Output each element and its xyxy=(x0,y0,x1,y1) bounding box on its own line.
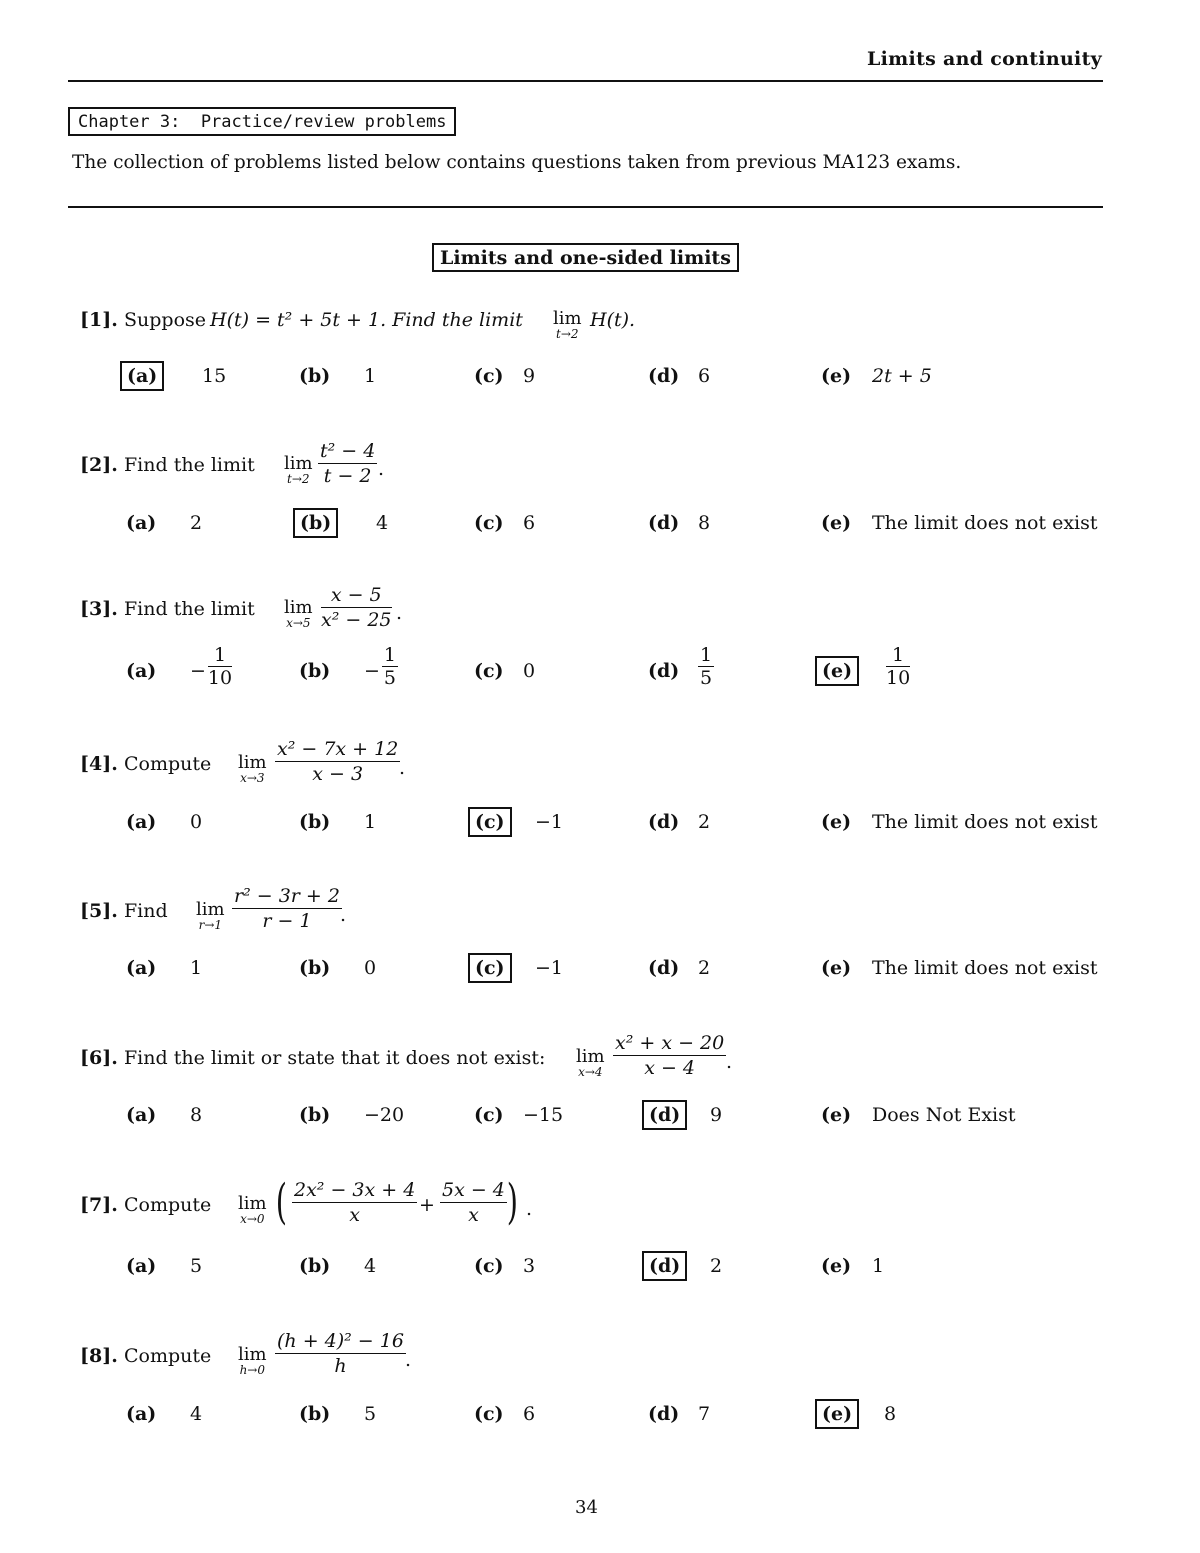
header-rule xyxy=(68,80,1103,82)
option-letter: (a) xyxy=(126,660,157,682)
option-value: 1 xyxy=(190,957,203,979)
limit-fraction: $\frac{x - 5}{\text{x² − 25}}$ xyxy=(321,584,392,631)
option-value: 9 xyxy=(710,1104,723,1126)
option-letter-correct: (d) xyxy=(642,1251,687,1281)
option-value: − $\frac{1}{10}$ xyxy=(190,644,233,689)
left-paren: ( xyxy=(275,1174,287,1230)
option-letter: (e) xyxy=(821,365,852,387)
option-value: 2 xyxy=(698,811,711,833)
option-value: 6 xyxy=(698,365,711,387)
limit-fraction: $\frac{\text{2x² − 3x + 4}}{x}$ xyxy=(294,1179,416,1226)
option-letter: (e) xyxy=(821,1104,852,1126)
option-value: $\frac{1}{10}$ xyxy=(886,644,911,689)
problem-text: Compute xyxy=(124,753,212,775)
option-letter-correct: (e) xyxy=(815,656,859,686)
problem-text: Find the limit xyxy=(124,598,255,620)
intro-rule xyxy=(68,206,1103,208)
option-value: 1 xyxy=(364,365,377,387)
option-letter: (d) xyxy=(648,512,680,534)
period: . xyxy=(378,458,385,480)
problem-text: Find xyxy=(124,900,168,922)
period: . xyxy=(526,1198,533,1220)
option-value: 4 xyxy=(376,512,389,534)
running-title: Limits and continuity xyxy=(866,48,1102,70)
option-value: 1 xyxy=(364,811,377,833)
option-letter: (a) xyxy=(126,957,157,979)
limit-operator: lim t→2 xyxy=(284,453,313,486)
limit-operator: lim t→2 xyxy=(553,308,582,341)
option-value: 8 xyxy=(190,1104,203,1126)
option-value: 4 xyxy=(190,1403,203,1425)
period: . xyxy=(340,904,347,926)
period: . xyxy=(399,757,406,779)
option-letter-correct: (c) xyxy=(468,807,512,837)
option-letter: (a) xyxy=(126,1104,157,1126)
option-letter: (b) xyxy=(299,811,331,833)
option-letter-correct: (b) xyxy=(293,508,338,538)
option-letter-correct: (a) xyxy=(120,361,164,391)
option-value: $\frac{1}{5}$ xyxy=(700,644,713,689)
option-value: 6 xyxy=(523,1403,536,1425)
option-value: 4 xyxy=(364,1255,377,1277)
option-value: 8 xyxy=(884,1403,897,1425)
problem-number: [8]. xyxy=(80,1345,118,1367)
option-letter: (e) xyxy=(821,957,852,979)
option-letter: (a) xyxy=(126,1403,157,1425)
option-value: 9 xyxy=(523,365,536,387)
period: . xyxy=(405,1349,412,1371)
problem-number: [2]. xyxy=(80,454,118,476)
option-letter-correct: (e) xyxy=(815,1399,859,1429)
option-letter: (e) xyxy=(821,512,852,534)
option-value: The limit does not exist xyxy=(872,811,1098,833)
limit-operator: lim x→0 xyxy=(238,1193,267,1226)
option-value: The limit does not exist xyxy=(872,957,1098,979)
right-paren: ) xyxy=(506,1174,518,1230)
option-value: −1 xyxy=(535,811,564,833)
option-value: −1 xyxy=(535,957,564,979)
problem-number: [3]. xyxy=(80,598,118,620)
limit-fraction-2: $\frac{5x - 4}{x}$ xyxy=(442,1179,505,1226)
option-value: 2 xyxy=(710,1255,723,1277)
problem-number: [6]. xyxy=(80,1047,118,1069)
option-letter: (c) xyxy=(474,660,504,682)
option-letter: (a) xyxy=(126,811,157,833)
chapter-label: Chapter 3: Practice/review problems xyxy=(68,107,456,136)
option-letter: (a) xyxy=(126,1255,157,1277)
option-value: The limit does not exist xyxy=(872,512,1098,534)
limit-operator: lim x→5 xyxy=(284,597,313,630)
option-value: − $\frac{1}{5}$ xyxy=(364,644,397,689)
option-letter: (c) xyxy=(474,365,504,387)
option-letter: (d) xyxy=(648,811,680,833)
option-value: 1 xyxy=(872,1255,885,1277)
option-value: 0 xyxy=(523,660,536,682)
option-letter: (e) xyxy=(821,1255,852,1277)
period: . xyxy=(396,602,403,624)
option-letter: (b) xyxy=(299,957,331,979)
limit-body: H(t). xyxy=(590,309,636,331)
option-letter: (b) xyxy=(299,660,331,682)
option-letter: (b) xyxy=(299,1104,331,1126)
limit-fraction: $\frac{\text{(h + 4)² − 16}}{h}$ xyxy=(277,1330,404,1377)
option-letter: (c) xyxy=(474,1255,504,1277)
problem-text: Compute xyxy=(124,1345,212,1367)
option-value: 6 xyxy=(523,512,536,534)
problem-text: Find the limit or state that it does not exist: xyxy=(124,1047,546,1069)
limit-operator: lim r→1 xyxy=(196,899,225,932)
option-value: 15 xyxy=(202,365,227,387)
plus-sign: + xyxy=(419,1194,435,1216)
option-letter: (d) xyxy=(648,957,680,979)
limit-operator: lim x→4 xyxy=(576,1046,605,1079)
option-letter: (b) xyxy=(299,1403,331,1425)
option-value: 7 xyxy=(698,1403,711,1425)
option-value: −20 xyxy=(364,1104,405,1126)
option-value: 5 xyxy=(364,1403,377,1425)
problem-text: Suppose xyxy=(124,309,207,331)
chapter-intro: The collection of problems listed below contains questions taken from previous MA123 exams. xyxy=(72,152,962,173)
problem-number: [5]. xyxy=(80,900,118,922)
problem-text: Compute xyxy=(124,1194,212,1216)
option-letter: (d) xyxy=(648,365,680,387)
option-letter: (d) xyxy=(648,660,680,682)
limit-fraction: $\frac{\text{x² − 7x + 12}}{x - 3}$ xyxy=(277,738,399,785)
option-value: 2 xyxy=(698,957,711,979)
option-value: 0 xyxy=(364,957,377,979)
option-letter-correct: (c) xyxy=(468,953,512,983)
option-letter: (c) xyxy=(474,1403,504,1425)
option-value: 8 xyxy=(698,512,711,534)
section-title: Limits and one-sided limits xyxy=(432,243,739,272)
page-number: 34 xyxy=(575,1497,598,1518)
limit-operator: lim x→3 xyxy=(238,752,267,785)
problem-text: Find the limit xyxy=(124,454,255,476)
option-letter: (c) xyxy=(474,1104,504,1126)
limit-fraction: $\frac{\text{x² + x − 20}}{x - 4}$ xyxy=(615,1032,725,1079)
option-value: Does Not Exist xyxy=(872,1104,1016,1126)
problem-number: [7]. xyxy=(80,1194,118,1216)
option-letter: (b) xyxy=(299,1255,331,1277)
option-letter: (d) xyxy=(648,1403,680,1425)
option-letter: (b) xyxy=(299,365,331,387)
option-value: 0 xyxy=(190,811,203,833)
limit-fraction: $\frac{\text{r² − 3r + 2}}{r - 1}$ xyxy=(234,885,340,932)
option-value: 2 xyxy=(190,512,203,534)
option-letter: (c) xyxy=(474,512,504,534)
option-value: 3 xyxy=(523,1255,536,1277)
option-letter-correct: (d) xyxy=(642,1100,687,1130)
problem-number: [4]. xyxy=(80,753,118,775)
limit-operator: lim h→0 xyxy=(238,1344,267,1377)
option-value: 5 xyxy=(190,1255,203,1277)
limit-fraction: $\frac{\text{t² − 4}}{t - 2}$ xyxy=(320,440,376,487)
option-value: −15 xyxy=(523,1104,564,1126)
problem-number: [1]. xyxy=(80,309,118,331)
option-letter: (e) xyxy=(821,811,852,833)
option-value: 2t + 5 xyxy=(872,365,932,387)
option-letter: (a) xyxy=(126,512,157,534)
period: . xyxy=(726,1051,733,1073)
problem-expression: H(t) = t² + 5t + 1. Find the limit xyxy=(210,309,523,331)
